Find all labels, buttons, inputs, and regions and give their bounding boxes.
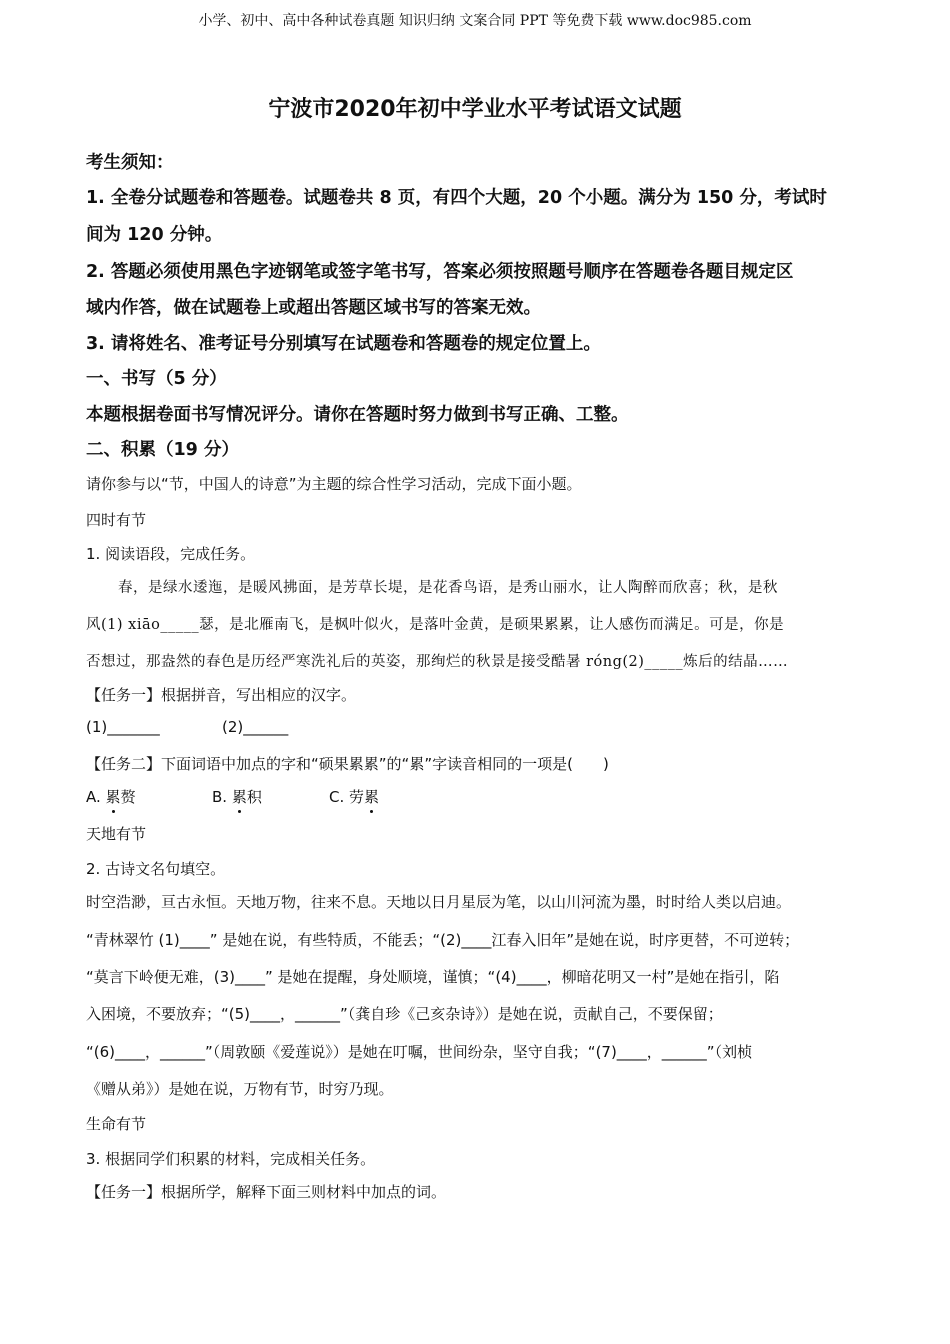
option-a-letter: A. — [86, 788, 106, 806]
option-c-letter: C. 劳 — [329, 788, 365, 806]
section-1-text: 本题根据卷面书写情况评分。请你在答题时努力做到书写正确、工整。 — [86, 405, 629, 425]
option-b-letter: B. — [212, 788, 232, 806]
poem-line-3: “莫言下岭便无难，(3)____” 是她在提醒，身处顺境，谨慎；“(4)____，柳暗花明又一村”是她在指引，陷 — [86, 968, 780, 986]
page-title: 宁波市2020年初中学业水平考试语文试题 — [268, 97, 682, 122]
task-1: 【任务一】根据拼音，写出相应的汉字。 — [86, 686, 357, 704]
answer-blank-1: (1)_______ — [86, 718, 160, 736]
task-3: 【任务一】根据所学，解释下面三则材料中加点的词。 — [86, 1183, 447, 1201]
option-a-rest: 赘 — [120, 788, 136, 806]
subheading-heaven-earth: 天地有节 — [86, 825, 147, 843]
notice-line-2b: 域内作答，做在试题卷上或超出答题区域书写的答案无效。 — [86, 298, 541, 318]
section-2-heading: 二、积累（19 分） — [86, 440, 239, 460]
section-1-heading: 一、书写（5 分） — [86, 369, 227, 389]
question-2: 2. 古诗文名句填空。 — [86, 860, 226, 878]
notice-line-3: 3. 请将姓名、准考证号分别填写在试题卷和答题卷的规定位置上。 — [86, 334, 601, 354]
poem-line-1: 时空浩渺，亘古永恒。天地万物，往来不息。天地以日月星辰为笔，以山川河流为墨，时时给人类以启迪。 — [86, 893, 792, 911]
task-2: 【任务二】下面词语中加点的字和“硕果累累”的“累”字读音相同的一项是( ) — [86, 755, 609, 773]
option-c-dotted-char: 累 — [364, 788, 380, 806]
option-b-dotted-char: 累 — [231, 788, 247, 806]
passage-line-1: 春，是绿水逶迤，是暖风拂面，是芳草长堤，是花香鸟语，是秀山丽水，让人陶醉而欣喜；秋，是秋 — [118, 580, 778, 596]
notice-line-1a: 1. 全卷分试题卷和答题卷。试题卷共 8 页，有四个大题，20 个小题。满分为 150 分，考试时 — [86, 188, 827, 208]
poem-line-2: “青林翠竹 (1)____” 是她在说，有些特质，不能丢；“(2)____江春入旧年”是她在说，时序更替，不可逆转； — [86, 931, 800, 949]
subheading-life: 生命有节 — [86, 1115, 147, 1133]
notice-line-2a: 2. 答题必须使用黑色字迹钢笔或签字笔书写，答案必须按照题号顺序在答题卷各题目规定区 — [86, 262, 794, 282]
option-c — [329, 786, 379, 807]
passage-line-3: 否想过，那盎然的春色是历经严寒洗礼后的英姿，那绚烂的秋景是接受酷暑 róng(2)_____炼后的结晶…… — [86, 654, 789, 670]
section-2-intro: 请你参与以“节，中国人的诗意”为主题的综合性学习活动，完成下面小题。 — [86, 475, 582, 493]
answer-blank-2: (2)______ — [222, 718, 289, 736]
poem-line-4: 入困境，不要放弃；“(5)____，______”（龚自珍《己亥杂诗》）是她在说，贡献自己，不要保留； — [86, 1005, 723, 1023]
option-b-rest: 积 — [246, 788, 262, 806]
option-a-dotted-char: 累 — [105, 788, 121, 806]
poem-line-5: “(6)____，______”（周敦颐《爱莲说》）是她在叮嘱，世间纷杂，坚守自我；“(7)____，______”（刘桢 — [86, 1043, 753, 1061]
option-b — [212, 786, 262, 807]
page-header: 小学、初中、高中各种试卷真题 知识归纳 文案合同 PPT 等免费下载 www.doc985.com — [198, 13, 752, 29]
question-1: 1. 阅读语段，完成任务。 — [86, 545, 256, 563]
question-3: 3. 根据同学们积累的材料，完成相关任务。 — [86, 1150, 376, 1168]
notice-heading: 考生须知： — [86, 153, 174, 173]
passage-line-2: 风(1) xiāo_____瑟，是北雁南飞，是枫叶似火，是落叶金黄，是硕果累累，让人感伤而满足。可是，你是 — [86, 617, 785, 633]
notice-line-1b: 间为 120 分钟。 — [86, 225, 223, 245]
poem-line-6: 《赠从弟》）是她在说，万物有节，时穷乃现。 — [86, 1080, 394, 1098]
subheading-seasons: 四时有节 — [86, 511, 147, 529]
option-a — [86, 786, 136, 807]
